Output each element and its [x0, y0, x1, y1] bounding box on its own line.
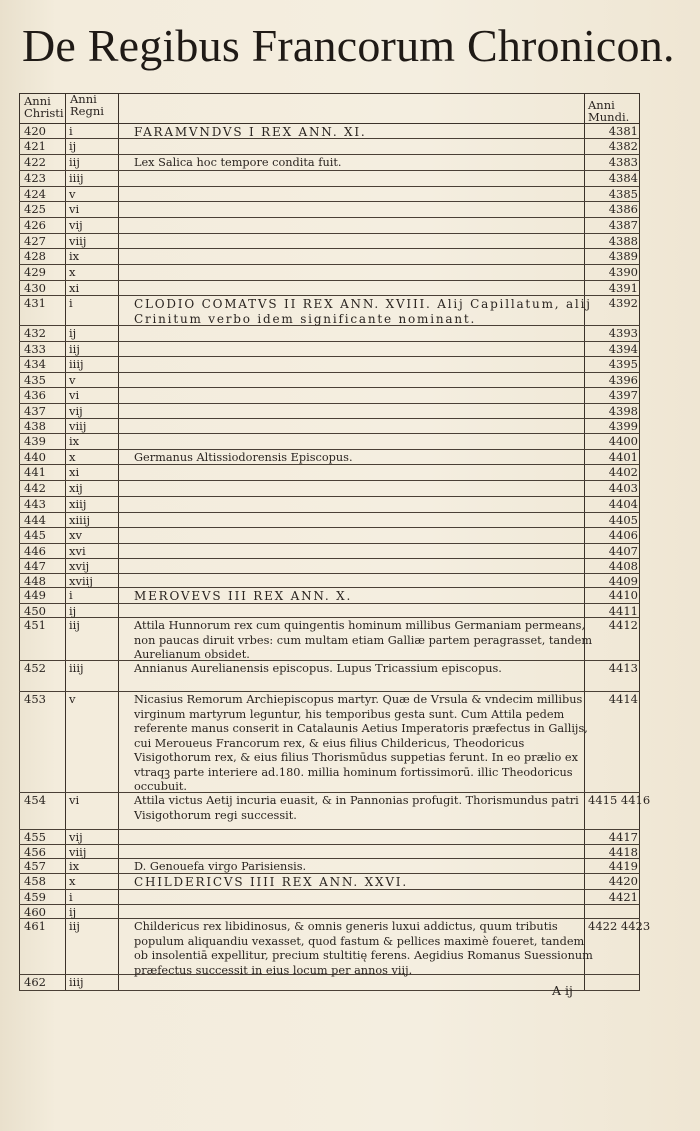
anno-christi-cell: 440	[24, 450, 46, 464]
anno-christi-cell: 458	[24, 874, 46, 888]
anno-christi-cell: 442	[24, 481, 46, 495]
table-row	[19, 124, 640, 139]
anno-mundi-cell: 4414	[608, 692, 638, 706]
table-row	[19, 544, 640, 559]
table-row	[19, 859, 640, 874]
table-row	[19, 249, 640, 265]
table-row	[19, 265, 640, 281]
anno-christi-cell: 453	[24, 692, 46, 706]
anno-mundi-cell: 4407	[608, 544, 638, 558]
anno-mundi-cell: 4417	[608, 830, 638, 844]
anno-christi-cell: 441	[24, 465, 46, 479]
entry-text-cell: Nicasius Remorum Archiepiscopus martyr. Quæ de Vrsula & vndecim millibus virginum martyrum leguntur, his temporibus gesta sunt. Cum Attila pedem referente manus conserit in Catalaunis Aetius Imperatoris præfectus in Gallijs, cui Meroueus Francorum rex, & eius filius Childericus, Theodoricus Visigothorum rex, & eius filius Thorismūdus suppetias ferunt. In eo prælio ex vtraqꝫ parte interiere ad.180. millia hominum fortissimorū. illic Theodoricus occubuit.	[134, 693, 588, 793]
anno-regni-cell: iij	[69, 618, 80, 632]
anno-christi-cell: 461	[24, 919, 46, 933]
anno-regni-cell: iiij	[69, 357, 84, 371]
anno-christi-cell: 421	[24, 139, 46, 153]
table-row	[19, 845, 640, 859]
anno-christi-cell: 439	[24, 434, 46, 448]
anno-mundi-cell: 4420	[608, 874, 638, 888]
table-row	[19, 234, 640, 249]
anno-mundi-cell: 4413	[608, 661, 638, 675]
anno-christi-cell: 457	[24, 859, 46, 873]
entry-text-cell: D. Genouefa virgo Parisiensis.	[134, 860, 307, 873]
anno-christi-cell: 447	[24, 559, 46, 573]
table-row	[19, 218, 640, 234]
anno-regni-cell: i	[69, 890, 73, 904]
anno-regni-cell: iiij	[69, 171, 84, 185]
table-row	[19, 919, 651, 977]
anno-regni-cell: iij	[69, 919, 80, 933]
anno-christi-cell: 425	[24, 202, 46, 216]
anno-christi-cell: 430	[24, 281, 46, 295]
anno-christi-cell: 434	[24, 357, 46, 371]
table-row	[19, 692, 640, 793]
table-row	[19, 574, 640, 588]
anno-mundi-cell: 4385	[608, 187, 638, 201]
anno-regni-cell: xi	[69, 465, 80, 479]
table-row	[19, 793, 651, 830]
table-row	[19, 513, 640, 528]
anno-christi-cell: 455	[24, 830, 46, 844]
anno-mundi-cell: 4393	[608, 326, 638, 340]
anno-christi-cell: 433	[24, 342, 46, 356]
entry-text-cell: Germanus Altissiodorensis Episcopus.	[134, 451, 353, 464]
table-row	[19, 481, 640, 497]
anno-regni-cell: x	[69, 265, 76, 279]
table-row	[19, 296, 640, 326]
anno-regni-cell: vi	[69, 793, 80, 807]
anno-mundi-cell: 4398	[608, 404, 638, 418]
anno-mundi-cell: 4411	[608, 604, 638, 618]
entry-text-cell: Annianus Aurelianensis episcopus. Lupus Tricassium episcopus.	[134, 662, 502, 675]
anno-christi-cell: 450	[24, 604, 46, 618]
anno-regni-cell: iiij	[69, 975, 84, 989]
table-row	[19, 155, 640, 171]
anno-christi-cell: 446	[24, 544, 46, 558]
anno-regni-cell: viij	[69, 845, 87, 859]
table-row	[19, 357, 640, 373]
anno-christi-cell: 445	[24, 528, 46, 542]
page-title: De Regibus Francorum Chronicon.	[22, 20, 675, 71]
anno-mundi-cell: 4406	[608, 528, 638, 542]
anno-christi-cell: 420	[24, 124, 46, 138]
anno-regni-cell: viij	[69, 419, 87, 433]
anno-christi-cell: 432	[24, 326, 46, 340]
anno-regni-cell: xvij	[69, 559, 90, 573]
anno-regni-cell: x	[69, 874, 76, 888]
anno-regni-cell: xv	[69, 528, 82, 542]
table-row	[19, 434, 640, 450]
anno-mundi-cell: 4404	[608, 497, 638, 511]
anno-mundi-cell: 4390	[608, 265, 638, 279]
table-row	[19, 187, 640, 202]
anno-mundi-cell: 4401	[608, 450, 638, 464]
header-anni-christi: Anni Christi	[24, 94, 64, 120]
anno-mundi-cell: 4419	[608, 859, 638, 873]
anno-regni-cell: v	[69, 692, 76, 706]
anno-regni-cell: iij	[69, 342, 80, 356]
anno-regni-cell: ix	[69, 249, 80, 263]
table-row	[19, 465, 640, 481]
anno-christi-cell: 429	[24, 265, 46, 279]
table-row	[19, 388, 640, 404]
signature-mark: A ij	[552, 983, 573, 998]
anno-mundi-cell: 4395	[608, 357, 638, 371]
anno-mundi-cell: 4382	[608, 139, 638, 153]
anno-christi-cell: 452	[24, 661, 46, 675]
table-row	[19, 497, 640, 513]
anno-regni-cell: ij	[69, 326, 77, 340]
anno-mundi-cell: 4402	[608, 465, 638, 479]
anno-mundi-cell: 4418	[608, 845, 638, 859]
anno-regni-cell: ij	[69, 139, 77, 153]
table-row	[19, 419, 640, 434]
anno-christi-cell: 456	[24, 845, 46, 859]
table-row	[19, 202, 640, 218]
header-anni-mundi: Anni Mundi.	[588, 98, 630, 124]
anno-regni-cell: xiij	[69, 497, 87, 511]
entry-text-cell: CHILDERICVS IIII REX ANN. XXVI.	[134, 875, 408, 889]
anno-mundi-cell: 4400	[608, 434, 638, 448]
anno-regni-cell: i	[69, 588, 73, 602]
anno-christi-cell: 454	[24, 793, 46, 807]
table-row	[19, 559, 640, 574]
anno-regni-cell: v	[69, 373, 76, 387]
anno-regni-cell: ix	[69, 859, 80, 873]
anno-christi-cell: 431	[24, 296, 46, 310]
anno-christi-cell: 437	[24, 404, 46, 418]
anno-mundi-cell: 4409	[608, 574, 638, 588]
anno-mundi-cell: 4383	[608, 155, 638, 169]
anno-christi-cell: 436	[24, 388, 46, 402]
anno-regni-cell: ij	[69, 905, 77, 919]
anno-mundi-cell: 4405	[608, 513, 638, 527]
table-row	[19, 450, 640, 465]
anno-mundi-cell: 4408	[608, 559, 638, 573]
anno-christi-cell: 438	[24, 419, 46, 433]
table-row	[19, 404, 640, 419]
anno-regni-cell: ij	[69, 604, 77, 618]
anno-mundi-cell: 4388	[608, 234, 638, 248]
table-row	[19, 830, 640, 845]
anno-regni-cell: vij	[69, 830, 83, 844]
anno-christi-cell: 426	[24, 218, 46, 232]
anno-regni-cell: x	[69, 450, 76, 464]
anno-christi-cell: 443	[24, 497, 46, 511]
table-row	[19, 373, 640, 388]
anno-christi-cell: 424	[24, 187, 46, 201]
anno-mundi-cell: 4399	[608, 419, 638, 433]
anno-christi-cell: 428	[24, 249, 46, 263]
anno-christi-cell: 462	[24, 975, 46, 989]
anno-regni-cell: xiiij	[69, 513, 91, 527]
anno-mundi-cell: 4410	[608, 588, 638, 602]
anno-christi-cell: 448	[24, 574, 46, 588]
table-row	[19, 905, 640, 919]
entry-text-cell: Childericus rex libidinosus, & omnis generis luxui addictus, quum tributis populum aliquandiu vexasset, quod fastum & pellices maximè foueret, tandem ob insolentiā expellitur, precium stultitię ferens. Aegidius Romanus Suessionum præfectus successit in eius locum per annos viij.	[134, 920, 593, 977]
anno-mundi-cell: 4384	[608, 171, 638, 185]
anno-mundi-cell: 4386	[608, 202, 638, 216]
table-row	[19, 281, 640, 296]
anno-christi-cell: 422	[24, 155, 46, 169]
table-row	[19, 661, 640, 692]
table-row	[19, 890, 640, 905]
entry-text-cell: MEROVEVS III REX ANN. X.	[134, 589, 353, 603]
anno-regni-cell: i	[69, 296, 73, 310]
anno-regni-cell: vi	[69, 202, 80, 216]
anno-mundi-cell: 4389	[608, 249, 638, 263]
table-row	[19, 171, 640, 187]
table-row	[19, 975, 640, 991]
table-row	[19, 528, 640, 544]
entry-text-cell: CLODIO COMATVS II REX ANN. XVIII. Alij Capillatum, alij Crinitum verbo idem significante nominant.	[134, 297, 592, 326]
anno-mundi-cell: 4397	[608, 388, 638, 402]
anno-regni-cell: iiij	[69, 661, 84, 675]
table-row	[19, 618, 640, 661]
anno-christi-cell: 460	[24, 905, 46, 919]
anno-christi-cell: 423	[24, 171, 46, 185]
table-row	[19, 604, 640, 618]
anno-regni-cell: vi	[69, 388, 80, 402]
table-row	[19, 326, 640, 342]
anno-regni-cell: vij	[69, 218, 83, 232]
header-anni-regni: Anni Regni	[70, 92, 104, 118]
anno-regni-cell: xvi	[69, 544, 86, 558]
anno-mundi-cell: 4394	[608, 342, 638, 356]
anno-mundi-cell: 4387	[608, 218, 638, 232]
anno-mundi-cell: 4403	[608, 481, 638, 495]
anno-regni-cell: i	[69, 124, 73, 138]
anno-regni-cell: xi	[69, 281, 80, 295]
anno-christi-cell: 435	[24, 373, 46, 387]
anno-christi-cell: 427	[24, 234, 46, 248]
anno-regni-cell: v	[69, 187, 76, 201]
anno-christi-cell: 449	[24, 588, 46, 602]
entry-text-cell: Attila Hunnorum rex cum quingentis hominum millibus Germaniam permeans, non paucas diruit vrbes: cum multam etiam Galliæ partem peragrasset, tandem Aurelianum obsidet.	[134, 619, 593, 661]
anno-mundi-cell: 4381	[608, 124, 638, 138]
anno-mundi-cell: 4421	[608, 890, 638, 904]
table-row	[19, 139, 640, 155]
anno-regni-cell: xij	[69, 481, 83, 495]
anno-christi-cell: 459	[24, 890, 46, 904]
anno-mundi-cell: 4392	[608, 296, 638, 310]
entry-text-cell: FARAMVNDVS I REX ANN. XI.	[134, 125, 367, 139]
table-row	[19, 342, 640, 357]
anno-christi-cell: 451	[24, 618, 46, 632]
anno-mundi-cell: 4415 4416	[588, 793, 651, 807]
anno-mundi-cell: 4422 4423	[588, 919, 651, 933]
anno-christi-cell: 444	[24, 513, 46, 527]
anno-regni-cell: viij	[69, 234, 87, 248]
anno-regni-cell: xviij	[69, 574, 93, 588]
table-row	[19, 874, 640, 890]
anno-mundi-cell: 4391	[608, 281, 638, 295]
table-row	[19, 588, 640, 604]
anno-mundi-cell: 4396	[608, 373, 638, 387]
entry-text-cell: Lex Salica hoc tempore condita fuit.	[134, 156, 342, 169]
entry-text-cell: Attila victus Aetij incuria euasit, & in Pannonias profugit. Thorismundus patri Visigothorum regi successit.	[134, 794, 579, 822]
anno-mundi-cell: 4412	[608, 618, 638, 632]
anno-regni-cell: vij	[69, 404, 83, 418]
anno-regni-cell: iij	[69, 155, 80, 169]
anno-regni-cell: ix	[69, 434, 80, 448]
